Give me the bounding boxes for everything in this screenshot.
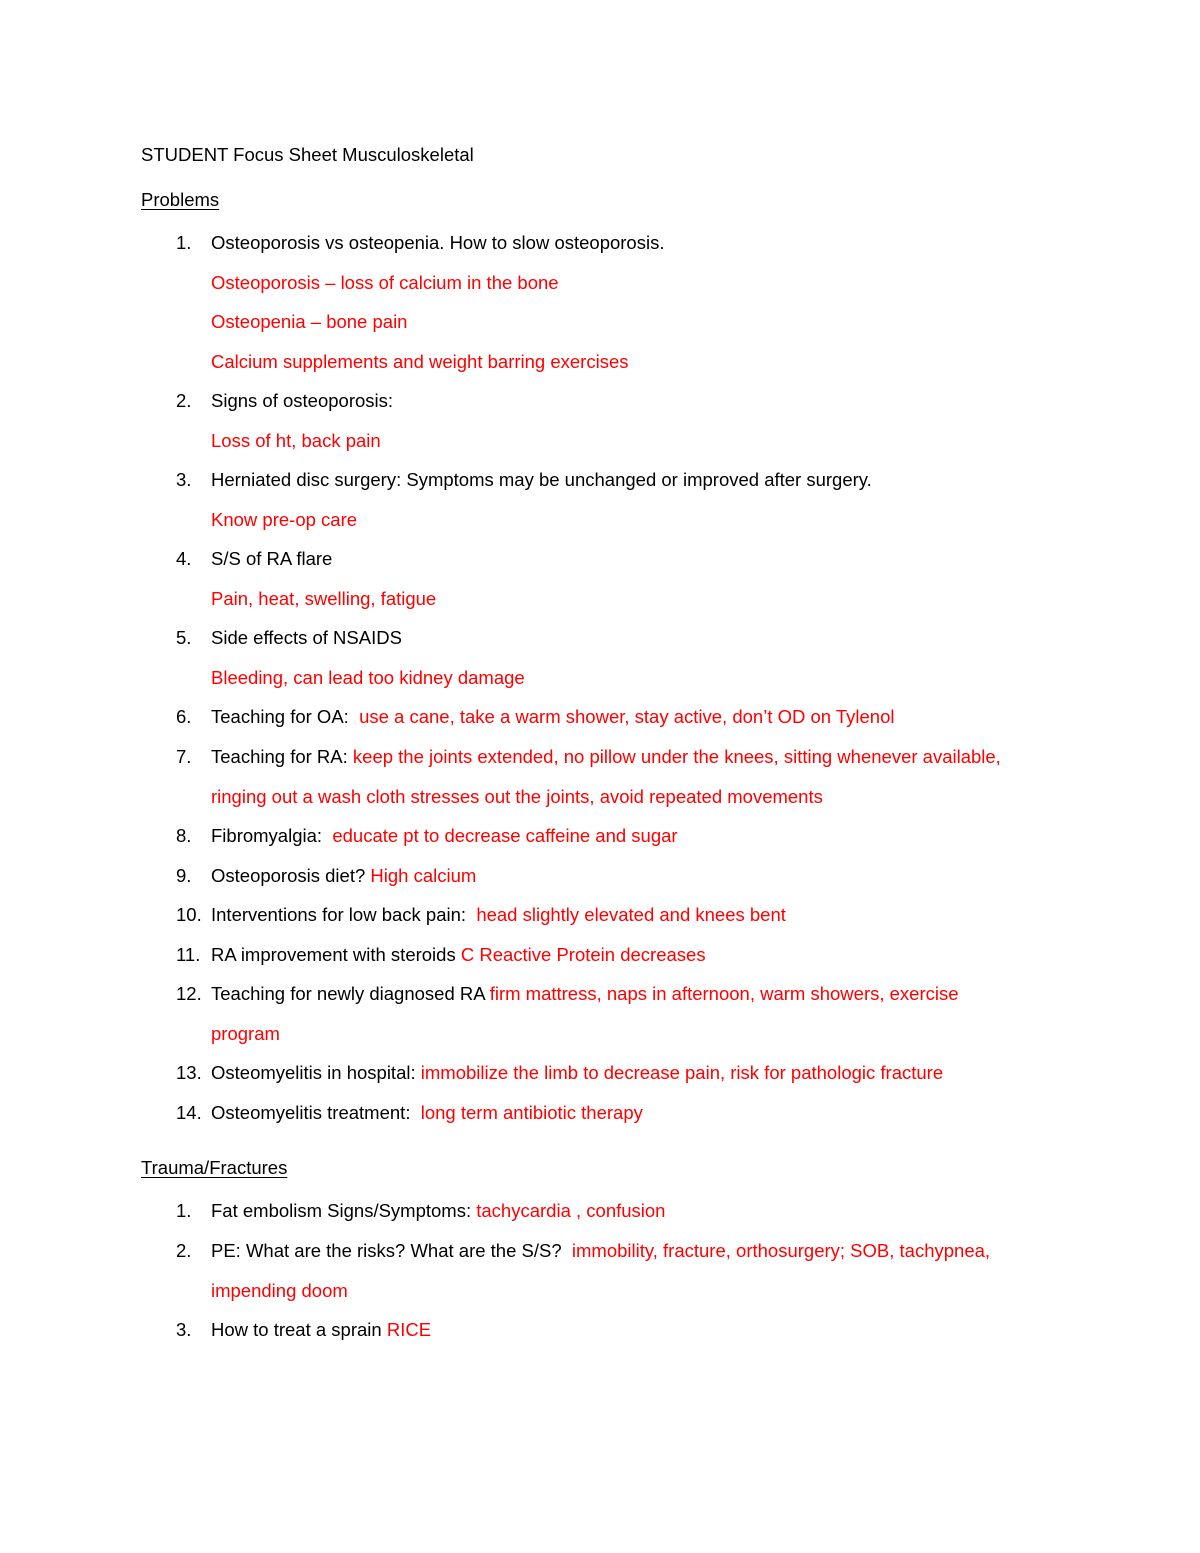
item-question: Herniated disc surgery: Symptoms may be unchanged or improved after surgery. [211, 469, 872, 490]
item-question: Interventions for low back pain: [211, 904, 467, 925]
item-number: 2. [176, 390, 192, 411]
item-question: Teaching for newly diagnosed RA [211, 983, 485, 1004]
item-question: Osteoporosis vs osteopenia. How to slow osteoporosis. [211, 232, 665, 253]
item-question: Osteoporosis diet? [211, 865, 366, 886]
item-answer: immobility, fracture, orthosurgery; SOB, tachypnea, [571, 1240, 991, 1261]
item-number: 1. [176, 1200, 192, 1221]
item-number: 2. [176, 1240, 192, 1261]
item-answer: tachycardia , confusion [476, 1200, 666, 1221]
item-answer-line: Osteopenia – bone pain [211, 311, 408, 332]
item-number: 6. [176, 706, 192, 727]
item-text [211, 903, 786, 927]
item-question: S/S of RA flare [211, 548, 333, 569]
item-text [211, 943, 706, 967]
item-number: 11. [176, 944, 201, 965]
item-answer-line: program [211, 1023, 280, 1044]
item-answer-line: Bleeding, can lead too kidney damage [211, 667, 525, 688]
item-number: 9. [176, 865, 192, 886]
item-question: Teaching for OA: [211, 706, 349, 727]
item-text [211, 864, 476, 888]
item-answer: immobilize the limb to decrease pain, risk for pathologic fracture [420, 1062, 944, 1083]
item-question: How to treat a sprain [211, 1319, 382, 1340]
item-answer-line: Calcium supplements and weight barring exercises [211, 351, 629, 372]
item-answer: use a cane, take a warm shower, stay active, don’t OD on Tylenol [359, 706, 895, 727]
item-text [211, 982, 959, 1006]
item-text [211, 1061, 943, 1085]
item-number: 7. [176, 746, 192, 767]
item-answer-line: impending doom [211, 1280, 348, 1301]
item-number: 3. [176, 469, 192, 490]
item-question: Teaching for RA: [211, 746, 348, 767]
document-title: STUDENT Focus Sheet Musculoskeletal [141, 144, 474, 165]
item-number: 1. [176, 232, 192, 253]
item-text [211, 1199, 665, 1223]
item-answer: C Reactive Protein decreases [460, 944, 706, 965]
item-question: PE: What are the risks? What are the S/S? [211, 1240, 562, 1261]
item-number: 5. [176, 627, 192, 648]
item-question: Side effects of NSAIDS [211, 627, 402, 648]
item-answer: educate pt to decrease caffeine and sugar [332, 825, 678, 846]
item-text [211, 1239, 990, 1263]
item-number: 4. [176, 548, 192, 569]
item-text [211, 1318, 431, 1342]
item-answer-line: ringing out a wash cloth stresses out the joints, avoid repeated movements [211, 786, 823, 807]
item-number: 13. [176, 1062, 202, 1083]
item-question: Signs of osteoporosis: [211, 390, 394, 411]
item-text [211, 705, 895, 729]
item-answer-line: Know pre-op care [211, 509, 358, 530]
item-answer-line: Loss of ht, back pain [211, 430, 381, 451]
item-question: Fibromyalgia: [211, 825, 323, 846]
item-number: 10. [176, 904, 202, 925]
item-answer-line: Osteoporosis – loss of calcium in the bone [211, 272, 559, 293]
item-answer: RICE [386, 1319, 432, 1340]
item-question: Osteomyelitis in hospital: [211, 1062, 416, 1083]
item-answer: firm mattress, naps in afternoon, warm showers, exercise [489, 983, 959, 1004]
item-text [211, 1101, 643, 1125]
item-number: 3. [176, 1319, 192, 1340]
item-text [211, 745, 1001, 769]
item-answer: head slightly elevated and knees bent [476, 904, 786, 925]
item-number: 8. [176, 825, 192, 846]
item-answer: High calcium [370, 865, 477, 886]
item-question: Fat embolism Signs/Symptoms: [211, 1200, 472, 1221]
section-heading-problems: Problems [141, 189, 220, 210]
item-answer: long term antibiotic therapy [420, 1102, 643, 1123]
item-answer-line: Pain, heat, swelling, fatigue [211, 588, 437, 609]
item-number: 12. [176, 983, 202, 1004]
section-heading-trauma-fractures: Trauma/Fractures [141, 1157, 288, 1178]
item-text [211, 824, 678, 848]
item-answer: keep the joints extended, no pillow under the knees, sitting whenever available, [352, 746, 1001, 767]
item-question: RA improvement with steroids [211, 944, 456, 965]
item-question: Osteomyelitis treatment: [211, 1102, 411, 1123]
item-number: 14. [176, 1102, 202, 1123]
